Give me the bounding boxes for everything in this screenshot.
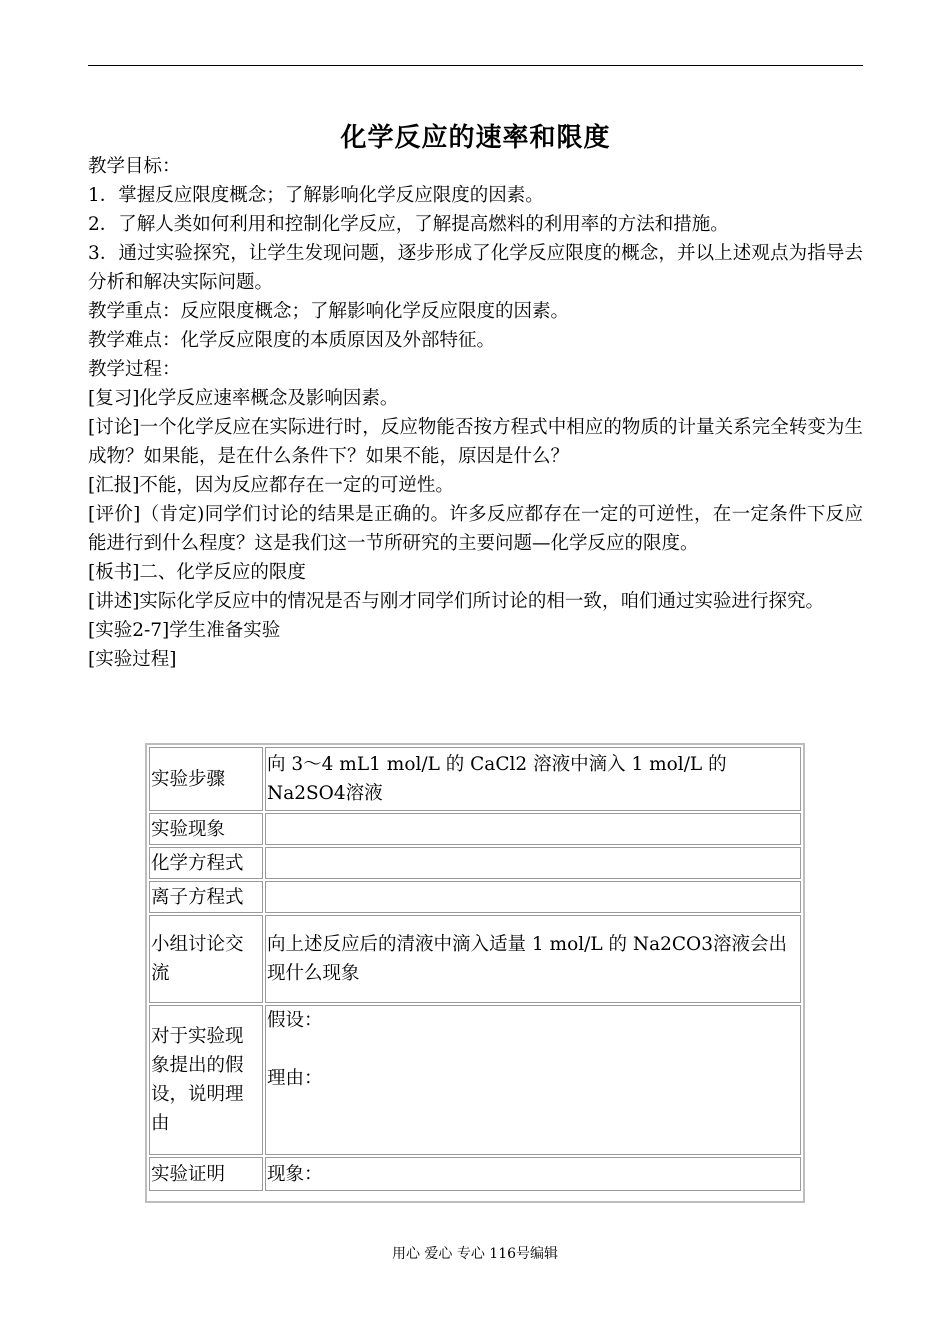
experiment-table bbox=[145, 743, 805, 1203]
paragraph: [评价]（肯定)同学们讨论的结果是正确的。许多反应都存在一定的可逆性，在一定条件下反应能进行到什么程度？这是我们这一节所研究的主要问题—化学反应的限度。 bbox=[88, 504, 863, 554]
paragraph: 教学重点：反应限度概念；了解影响化学反应限度的因素。 bbox=[88, 301, 570, 322]
header-rule bbox=[88, 65, 863, 66]
hypothesis-label: 假设： bbox=[267, 1010, 323, 1031]
paragraph: 1．掌握反应限度概念；了解影响化学反应限度的因素。 bbox=[88, 185, 544, 206]
row-label: 实验证明 bbox=[149, 1157, 263, 1191]
paragraph: 教学过程： bbox=[88, 359, 181, 380]
paragraph: [讲述]实际化学反应中的情况是否与刚才同学们所讨论的相一致，咱们通过实验进行探究。 bbox=[88, 591, 824, 612]
paragraph: [实验2-7]学生准备实验 bbox=[88, 620, 281, 641]
table-row bbox=[149, 847, 801, 879]
table-row bbox=[149, 1005, 801, 1155]
paragraph: 教学难点：化学反应限度的本质原因及外部特征。 bbox=[88, 330, 496, 351]
paragraph: [汇报]不能，因为反应都存在一定的可逆性。 bbox=[88, 475, 454, 496]
page-title: 化学反应的速率和限度 bbox=[340, 123, 611, 153]
row-content: 向上述反应后的清液中滴入适量 1 mol/L 的 Na2CO3溶液会出现什么现象 bbox=[265, 915, 801, 1003]
paragraph: [讨论]一个化学反应在实际进行时，反应物能否按方程式中相应的物质的计量关系完全转变为生成物？如果能，是在什么条件下？如果不能，原因是什么？ bbox=[88, 417, 863, 467]
row-content bbox=[265, 847, 801, 879]
page-footer: 用心 爱心 专心 116号编辑 bbox=[391, 1246, 559, 1262]
reason-label: 理由： bbox=[267, 1068, 323, 1089]
table-row bbox=[149, 747, 801, 811]
row-label: 实验现象 bbox=[149, 813, 263, 845]
row-content bbox=[265, 881, 801, 913]
row-content: 向 3～4 mL1 mol/L 的 CaCl2 溶液中滴入 1 mol/L 的 Na2SO4溶液 bbox=[265, 747, 801, 811]
paragraph: [板书]二、化学反应的限度 bbox=[88, 562, 306, 583]
table-row bbox=[149, 1157, 801, 1191]
paragraph: 3．通过实验探究，让学生发现问题，逐步形成了化学反应限度的概念，并以上述观点为指导去分析和解决实际问题。 bbox=[88, 243, 863, 293]
row-label: 小组讨论交流 bbox=[149, 915, 263, 1003]
table-row bbox=[149, 881, 801, 913]
row-label: 实验步骤 bbox=[149, 747, 263, 811]
paragraph: [实验过程] bbox=[88, 649, 177, 670]
paragraph: 2．了解人类如何利用和控制化学反应，了解提高燃料的利用率的方法和措施。 bbox=[88, 214, 729, 235]
table-row bbox=[149, 813, 801, 845]
row-label: 对于实验现象提出的假设，说明理由 bbox=[149, 1005, 263, 1155]
table-row bbox=[149, 915, 801, 1003]
document-body bbox=[88, 152, 863, 674]
row-label: 离子方程式 bbox=[149, 881, 263, 913]
row-content: 现象： bbox=[265, 1157, 801, 1191]
paragraph: 教学目标： bbox=[88, 156, 181, 177]
row-content bbox=[265, 813, 801, 845]
paragraph: [复习]化学反应速率概念及影响因素。 bbox=[88, 388, 399, 409]
row-label: 化学方程式 bbox=[149, 847, 263, 879]
row-content bbox=[265, 1005, 801, 1155]
